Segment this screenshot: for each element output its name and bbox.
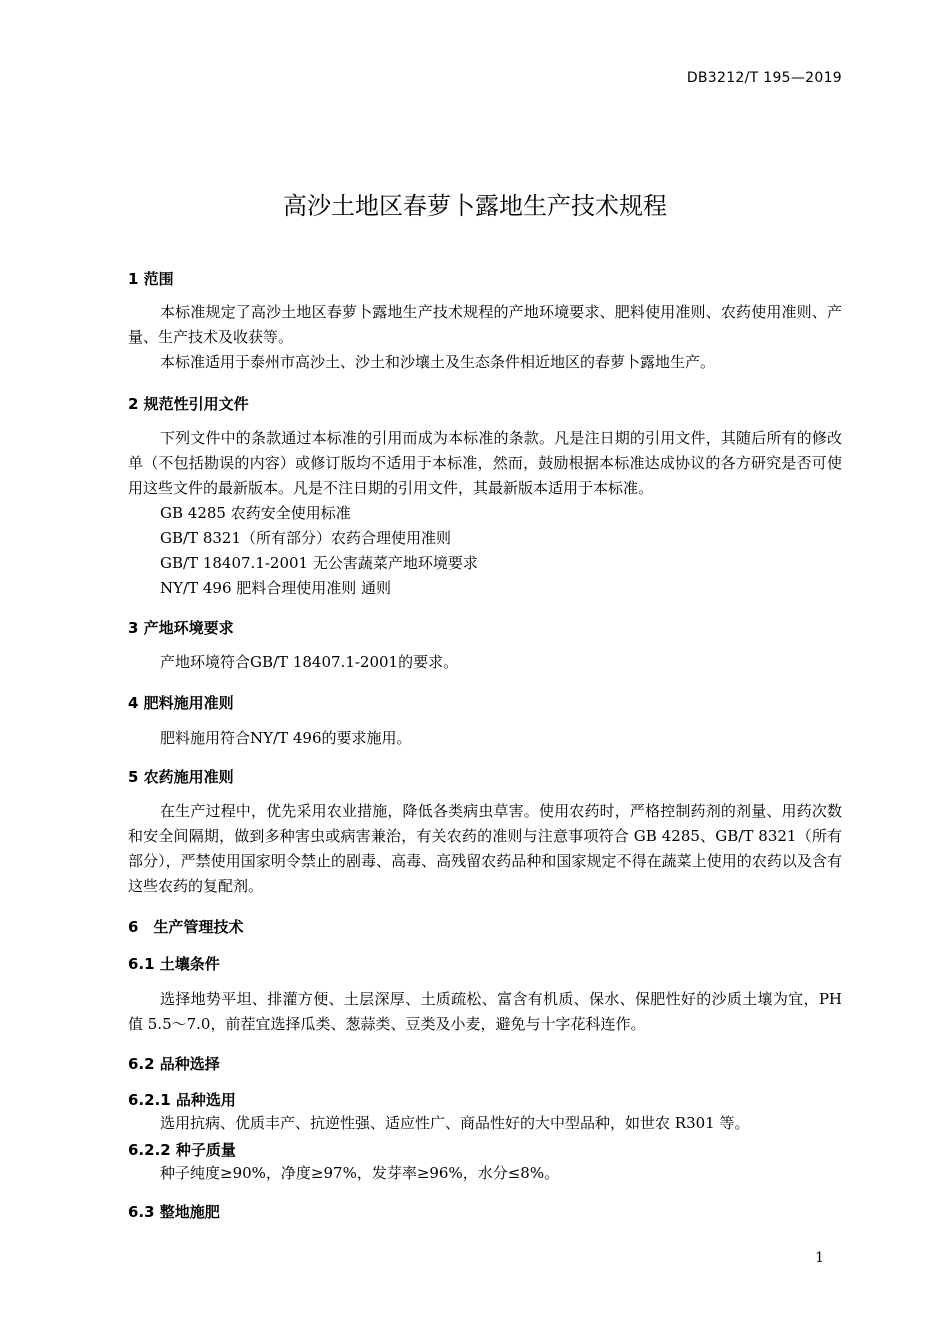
section-6-2-1-heading: 6.2.1 品种选用: [128, 1091, 236, 1109]
section-6-2-1-paragraph: 选用抗病、优质丰产、抗逆性强、适应性广、商品性好的大中型品种，如世农 R301 等。: [160, 1114, 750, 1132]
reference-item: GB/T 8321（所有部分）农药合理使用准则: [160, 529, 452, 547]
section-4-paragraph: 肥料施用符合NY/T 496的要求施用。: [160, 729, 412, 747]
section-2-heading: 2 规范性引用文件: [128, 395, 249, 413]
section-5-heading: 5 农药施用准则: [128, 768, 234, 786]
page-number: 1: [815, 1250, 824, 1266]
section-6-heading: 6 生产管理技术: [128, 918, 244, 936]
section-6-2-2-heading: 6.2.2 种子质量: [128, 1141, 236, 1159]
reference-item: GB/T 18407.1-2001 无公害蔬菜产地环境要求: [160, 554, 478, 572]
section-1-heading: 1 范围: [128, 270, 174, 288]
document-title: 高沙土地区春萝卜露地生产技术规程: [283, 192, 667, 220]
section-2-paragraph-1: 下列文件中的条款通过本标准的引用而成为本标准的条款。凡是注日期的引用文件，其随后所有的修改单（不包括勘误的内容）或修订版均不适用于本标准，然而，鼓励根据本标准达成协议的各方研究是否可使用这些文件的最新版本。凡是不注日期的引用文件，其最新版本适用于本标准。: [128, 429, 842, 497]
section-4-heading: 4 肥料施用准则: [128, 694, 234, 712]
section-6-2-heading: 6.2 品种选择: [128, 1055, 220, 1073]
section-5-paragraph: 在生产过程中，优先采用农业措施，降低各类病虫草害。使用农药时，严格控制药剂的剂量、用药次数和安全间隔期，做到多种害虫或病害兼治，有关农药的准则与注意事项符合 GB 4285、GB/T 8321（所有部分），严禁使用国家明令禁止的剧毒、高毒、高残留农药品种和国家规定不得在蔬菜上使用的农药以及含有这些农药的复配剂。: [128, 802, 842, 895]
section-6-3-heading: 6.3 整地施肥: [128, 1203, 220, 1221]
reference-item: NY/T 496 肥料合理使用准则 通则: [160, 579, 392, 597]
section-6-1-paragraph: 选择地势平坦、排灌方便、土层深厚、土质疏松、富含有机质、保水、保肥性好的沙质土壤为宜，PH 值 5.5～7.0，前茬宜选择瓜类、葱蒜类、豆类及小麦，避免与十字花科连作。: [128, 990, 842, 1033]
section-3-heading: 3 产地环境要求: [128, 619, 234, 637]
section-6-2-2-paragraph: 种子纯度≥90%，净度≥97%，发芽率≥96%，水分≤8%。: [160, 1164, 560, 1182]
document-number: DB3212/T 195—2019: [686, 70, 842, 86]
reference-item: GB 4285 农药安全使用标准: [160, 504, 351, 522]
section-3-paragraph: 产地环境符合GB/T 18407.1-2001的要求。: [160, 653, 459, 671]
section-1-paragraph-2: 本标准适用于泰州市高沙土、沙土和沙壤土及生态条件相近地区的春萝卜露地生产。: [160, 353, 716, 371]
section-6-1-heading: 6.1 土壤条件: [128, 955, 220, 973]
section-1-paragraph-1: 本标准规定了高沙土地区春萝卜露地生产技术规程的产地环境要求、肥料使用准则、农药使用准则、产量、生产技术及收获等。: [128, 303, 842, 346]
